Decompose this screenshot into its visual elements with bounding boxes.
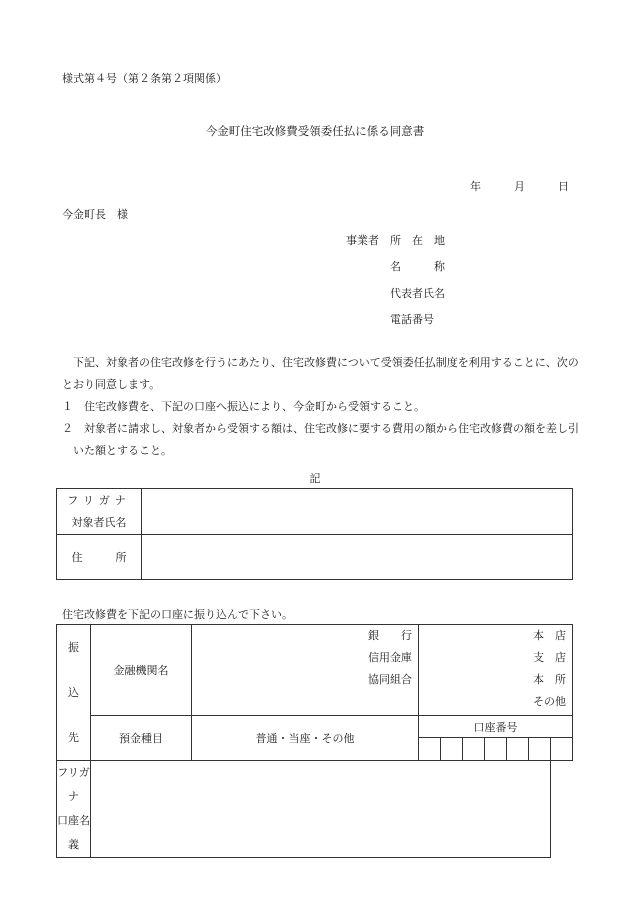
account-digit-4[interactable] xyxy=(484,738,506,761)
side-char-2: 込 xyxy=(68,686,79,699)
holder-name-field[interactable] xyxy=(91,761,551,858)
holder-label-cell xyxy=(57,761,91,858)
day-label: 日 xyxy=(558,180,569,193)
account-digit-6[interactable] xyxy=(528,738,550,761)
target-address-field[interactable] xyxy=(142,535,573,580)
account-digit-1[interactable] xyxy=(419,738,441,761)
holder-name-label: 口座名義 xyxy=(57,814,90,851)
target-person-table xyxy=(56,488,573,580)
holder-furigana-label: フリガナ xyxy=(57,766,90,803)
target-name-field[interactable] xyxy=(142,489,573,535)
branch-type-other: その他 xyxy=(533,695,566,708)
account-digit-5[interactable] xyxy=(506,738,528,761)
bank-type-cell[interactable] xyxy=(192,625,419,716)
branch-type-main: 本 店 xyxy=(533,629,566,642)
account-digit-7[interactable] xyxy=(550,738,572,761)
item-2-text: 対象者に請求し、対象者から受領する額は、住宅改修に要する費用の額から住宅改修費の額を差し引いた額とすること。 xyxy=(73,422,579,457)
bank-account-table xyxy=(56,624,573,858)
target-furigana-label: フリガナ xyxy=(67,493,131,507)
deposit-type-label: 預金種目 xyxy=(91,716,192,761)
target-name-label: 対象者氏名 xyxy=(71,515,127,529)
item-2-number: ２ xyxy=(62,422,73,435)
ki-marker: 記 xyxy=(309,472,321,485)
business-prefix: 事業者 xyxy=(346,234,379,247)
business-address-label: 所 在 地 xyxy=(390,234,445,247)
bank-type-bank: 銀 行 xyxy=(368,629,412,642)
account-digit-2[interactable] xyxy=(440,738,462,761)
item-2 xyxy=(62,418,582,464)
year-label: 年 xyxy=(470,180,481,193)
side-char-1: 振 xyxy=(68,641,79,654)
bank-type-cooperative: 協同組合 xyxy=(368,673,412,686)
item-1-number: １ xyxy=(62,400,73,413)
item-1-text: 住宅改修費を、下記の口座へ振込により、今金町から受領すること。 xyxy=(84,400,425,413)
phone-label: 電話番号 xyxy=(390,313,434,326)
branch-type-branch: 支 店 xyxy=(533,651,566,664)
bank-type-shinkin: 信用金庫 xyxy=(368,651,412,664)
institution-label: 金融機関名 xyxy=(91,625,192,716)
branch-type-cell[interactable] xyxy=(419,625,573,716)
document-title: 今金町住宅改修費受領委任払に係る同意書 xyxy=(205,124,425,138)
target-address-label: 住 所 xyxy=(57,535,142,580)
branch-type-office: 本 所 xyxy=(533,673,566,686)
transfer-destination-label xyxy=(57,625,91,761)
account-digit-3[interactable] xyxy=(462,738,484,761)
deposit-type-options[interactable]: 普通・当座・その他 xyxy=(192,716,419,761)
target-label-cell xyxy=(57,489,142,535)
month-label: 月 xyxy=(514,180,525,193)
addressee: 今金町長 様 xyxy=(62,208,128,221)
intro-paragraph: 下記、対象者の住宅改修を行うにあたり、住宅改修費について受領委任払制度を利用することに、次のとおり同意します。 xyxy=(62,356,579,391)
form-number: 様式第４号（第２条第２項関係） xyxy=(62,72,227,85)
account-number-label: 口座番号 xyxy=(419,716,573,738)
representative-label: 代表者氏名 xyxy=(390,287,445,300)
business-name-label: 名 称 xyxy=(390,260,445,273)
side-char-3: 先 xyxy=(68,731,79,744)
bank-note: 住宅改修費を下記の口座に振り込んで下さい。 xyxy=(62,608,293,621)
